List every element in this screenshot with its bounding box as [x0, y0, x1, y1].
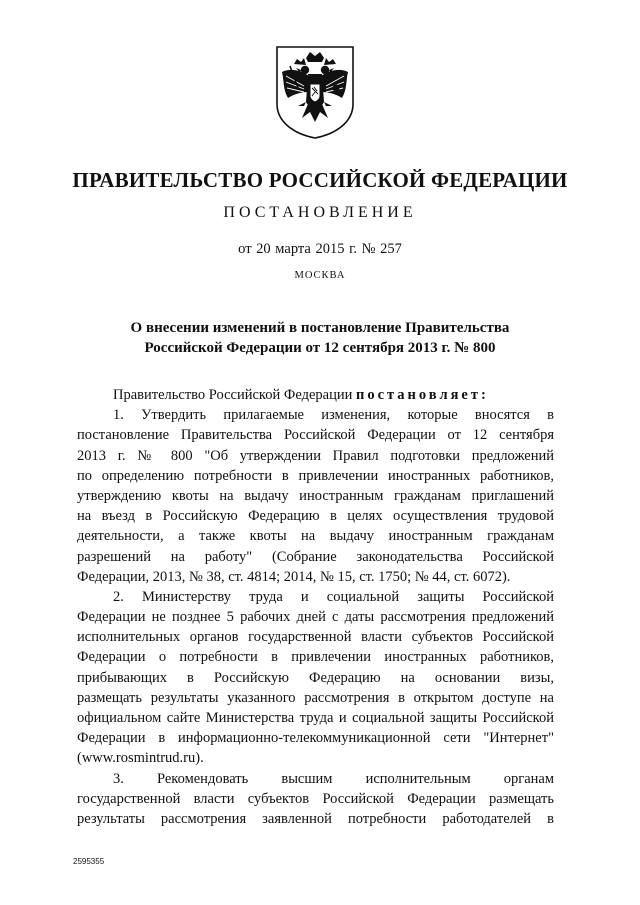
paragraph-line: Федерации не позднее 5 рабочих дней с даты рассмотрения предложений [77, 609, 554, 626]
paragraph-line: прибывающих в Российскую Федерацию на основании визы, [77, 669, 554, 686]
document-id: 2595355 [73, 857, 105, 866]
paragraph-line: размещать результаты указанного рассмотрения в открытом доступе на [77, 689, 554, 706]
document-subject [80, 318, 560, 358]
document-type: ПОСТАНОВЛЕНИЕ [223, 204, 417, 221]
paragraph-line: 3. Рекомендовать высшим исполнительным органам [113, 770, 554, 787]
paragraph-line: государственной власти субъектов Российской Федерации размещать [77, 790, 554, 807]
paragraph-line: деятельности, а также квоты на выдачу иностранным гражданам [77, 528, 554, 545]
intro-line [77, 385, 554, 405]
paragraph-line: результаты рассмотрения заявленной потребности работодателей в [77, 810, 554, 827]
paragraph-line: 1. Утвердить прилагаемые изменения, которые вносятся в [113, 407, 554, 424]
paragraph-line: на въезд в Российскую Федерацию в целях осуществления трудовой [77, 508, 554, 525]
subject-line: О внесении изменений в постановление Правительства [130, 320, 510, 336]
city-name: МОСКВА [294, 270, 346, 281]
paragraph-line: Федерации, 2013, № 38, ст. 4814; 2014, № 15, ст. 1750; № 44, ст. 6072). [77, 568, 511, 585]
subject-line: Российской Федерации от 12 сентября 2013 г. № 800 [144, 340, 496, 356]
paragraph-line: официальном сайте Министерства труда и социальной защиты Российской [77, 710, 554, 726]
intro-action: постановляет: [355, 387, 489, 403]
paragraph-line: 2. Министерству труда и социальной защиты Российской [113, 588, 554, 605]
document-body [77, 385, 554, 829]
paragraph-line: (www.rosmintrud.ru). [77, 750, 204, 767]
paragraph-line: исполнительных органов государственной власти субъектов Российской [77, 629, 554, 646]
paragraph-line: 2013 г. № 800 "Об утверждении Правил подготовки предложений [77, 447, 554, 464]
coat-of-arms-emblem [274, 44, 356, 140]
government-name: ПРАВИТЕЛЬСТВО РОССИЙСКОЙ ФЕДЕРАЦИИ [72, 168, 568, 192]
paragraph-line: Федерации в информационно-телекоммуникационной сети "Интернет" [77, 730, 554, 747]
paragraph-line: Федерации о потребности в привлечении иностранных работников, [77, 649, 554, 666]
intro-text: Правительство Российской Федерации [113, 387, 356, 403]
paragraph-line: постановление Правительства Российской Федерации от 12 сентября [77, 427, 554, 444]
paragraph-line: разрешений на работу" (Собрание законодательства Российской [77, 548, 554, 565]
paragraph-line: по определению потребности в привлечении иностранных работников, [77, 467, 554, 484]
paragraph-line: утверждению квоты на выдачу иностранным гражданам приглашений [77, 487, 554, 504]
date-and-number: от 20 марта 2015 г. № 257 [238, 241, 402, 257]
